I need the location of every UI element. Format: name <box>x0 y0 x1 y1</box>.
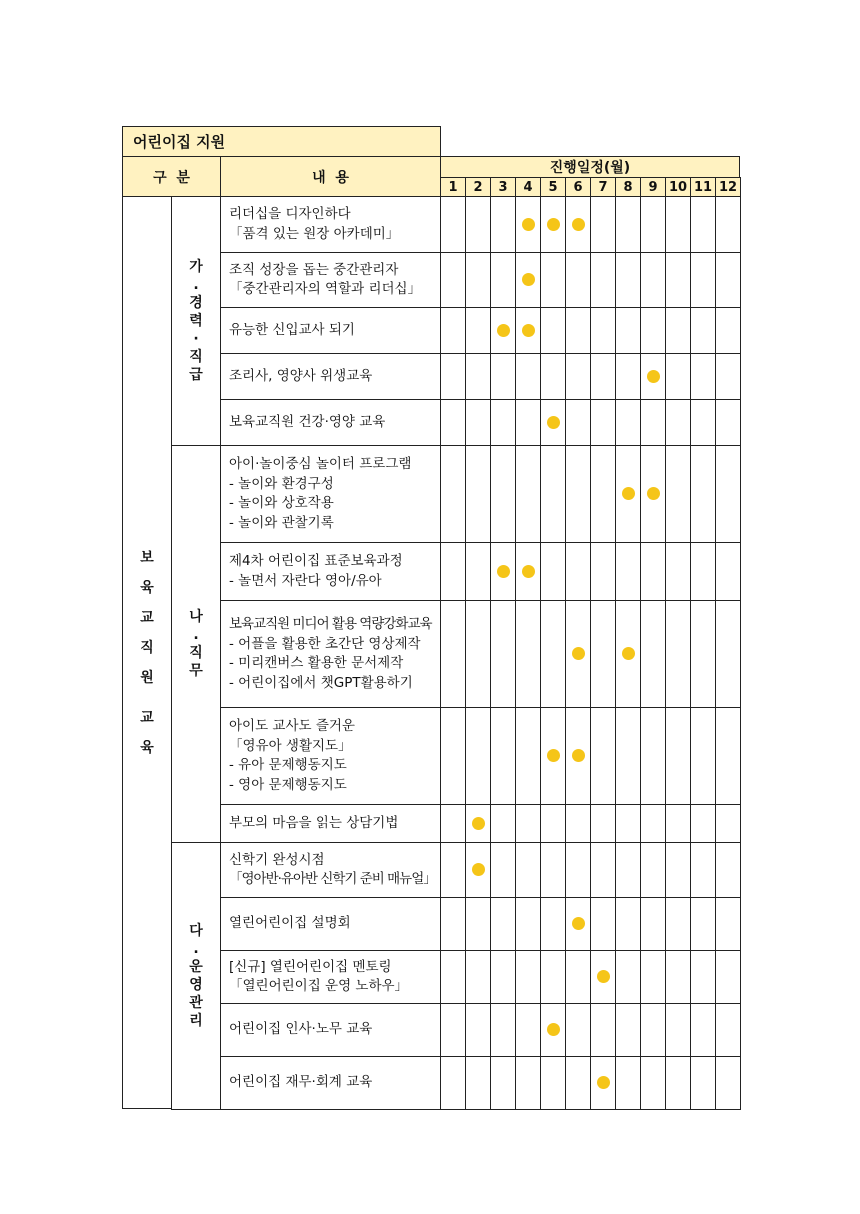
month-cell <box>690 950 716 1004</box>
month-cell <box>665 445 691 543</box>
month-cell <box>640 399 666 446</box>
month-cell <box>465 196 491 253</box>
month-cell <box>540 804 566 843</box>
schedule-dot <box>572 218 585 231</box>
program-cell <box>220 1003 441 1057</box>
month-cell <box>440 196 466 253</box>
month-cell <box>690 600 716 708</box>
month-cell <box>540 1056 566 1110</box>
month-header-1: 1 <box>440 177 466 197</box>
program-cell <box>220 353 441 400</box>
month-header-9: 9 <box>640 177 666 197</box>
program-line: - 어플을 활용한 초간단 영상제작 <box>229 635 421 652</box>
category-header <box>122 156 221 197</box>
month-cell <box>690 804 716 843</box>
month-cell <box>640 196 666 253</box>
section-title-text: 어린이집 지원 <box>133 133 226 151</box>
month-cell <box>490 399 516 446</box>
month-cell <box>615 707 641 805</box>
month-cell <box>440 950 466 1004</box>
program-line: - 놀이와 관찰기록 <box>229 514 334 531</box>
month-cell <box>540 897 566 951</box>
program-line: 아이도 교사도 즐거운 <box>229 718 355 734</box>
schedule-dot <box>597 970 610 983</box>
month-header-11: 11 <box>690 177 716 197</box>
month-cell <box>615 196 641 253</box>
month-cell <box>465 445 491 543</box>
schedule-dot <box>647 370 660 383</box>
month-cell <box>715 897 741 951</box>
month-cell <box>715 1003 741 1057</box>
month-cell <box>615 542 641 601</box>
month-cell <box>665 1056 691 1110</box>
content-header <box>220 156 441 197</box>
program-line: - 놀이와 환경구성 <box>229 475 334 492</box>
month-cell <box>565 1056 591 1110</box>
month-cell <box>615 353 641 400</box>
program-cell <box>220 950 441 1004</box>
program-line: 「중간관리자의 역할과 리더십」 <box>229 281 422 297</box>
month-cell <box>440 707 466 805</box>
month-cell <box>665 950 691 1004</box>
month-cell <box>665 804 691 843</box>
schedule-dot <box>472 863 485 876</box>
month-cell <box>590 399 616 446</box>
program-line: - 어린이집에서 챗GPT활용하기 <box>229 674 413 691</box>
program-line: 리더십을 디자인하다 <box>229 206 351 222</box>
program-line: 신학기 완성시점 <box>229 851 325 868</box>
month-cell <box>590 542 616 601</box>
program-cell <box>220 842 441 898</box>
month-cell <box>665 252 691 308</box>
month-cell <box>440 542 466 601</box>
month-cell <box>715 804 741 843</box>
program-line: 어린이집 인사·노무 교육 <box>229 1021 373 1038</box>
schedule-dot <box>622 647 635 660</box>
month-cell <box>465 399 491 446</box>
month-cell <box>715 542 741 601</box>
schedule-dot <box>547 218 560 231</box>
month-cell <box>590 842 616 898</box>
month-header-5: 5 <box>540 177 566 197</box>
month-cell <box>640 1056 666 1110</box>
month-cell <box>465 252 491 308</box>
month-cell <box>665 196 691 253</box>
month-cell <box>540 445 566 543</box>
schedule-dot <box>547 749 560 762</box>
month-cell <box>590 353 616 400</box>
month-cell <box>465 897 491 951</box>
month-cell <box>540 307 566 354</box>
schedule-dot <box>522 565 535 578</box>
section-title <box>122 126 441 157</box>
month-cell <box>615 1056 641 1110</box>
month-cell <box>515 950 541 1004</box>
month-cell <box>615 252 641 308</box>
schedule-dot <box>522 273 535 286</box>
month-cell <box>640 252 666 308</box>
program-line: 보육교직원 미디어 활용 역량강화교육 <box>229 616 432 632</box>
program-cell <box>220 707 441 805</box>
month-cell <box>690 1056 716 1110</box>
month-cell <box>465 600 491 708</box>
month-cell <box>615 842 641 898</box>
schedule-dot <box>597 1076 610 1089</box>
month-cell <box>565 842 591 898</box>
month-cell <box>590 307 616 354</box>
month-cell <box>715 445 741 543</box>
month-cell <box>490 445 516 543</box>
month-cell <box>540 600 566 708</box>
program-line: 아이·놀이중심 놀이터 프로그램 <box>229 456 412 472</box>
month-cell <box>490 353 516 400</box>
month-cell <box>565 445 591 543</box>
month-cell <box>540 252 566 308</box>
schedule-dot <box>547 416 560 429</box>
month-cell <box>515 600 541 708</box>
program-line: 「영아반·유아반 신학기 준비 매뉴얼」 <box>229 871 436 887</box>
main-category-cell: 보 육 교 직 원 교 육 <box>122 196 172 1109</box>
group-label-1: 가 . 경 력 · 직 급 <box>171 196 221 446</box>
program-cell <box>220 804 441 843</box>
schedule-header <box>440 156 740 178</box>
month-cell <box>465 707 491 805</box>
month-cell <box>565 307 591 354</box>
program-cell <box>220 399 441 446</box>
month-cell <box>640 600 666 708</box>
month-cell <box>715 950 741 1004</box>
month-cell <box>515 842 541 898</box>
month-cell <box>565 1003 591 1057</box>
month-cell <box>465 307 491 354</box>
program-line: - 놀면서 자란다 영아/유아 <box>229 572 382 589</box>
month-cell <box>515 353 541 400</box>
month-header-3: 3 <box>490 177 516 197</box>
schedule-dot <box>497 565 510 578</box>
month-cell <box>465 1003 491 1057</box>
program-line: 「품격 있는 원장 아카데미」 <box>229 225 400 242</box>
month-cell <box>615 804 641 843</box>
month-cell <box>640 950 666 1004</box>
month-cell <box>440 1003 466 1057</box>
group-label-2: 나 . 직 무 <box>171 445 221 843</box>
month-cell <box>490 842 516 898</box>
program-cell <box>220 445 441 543</box>
program-line: - 유아 문제행동지도 <box>229 757 347 773</box>
schedule-dot <box>522 324 535 337</box>
program-cell <box>220 600 441 708</box>
month-cell <box>715 399 741 446</box>
month-cell <box>565 399 591 446</box>
month-header-12: 12 <box>715 177 741 197</box>
schedule-dot <box>522 218 535 231</box>
month-cell <box>490 1003 516 1057</box>
month-cell <box>640 707 666 805</box>
schedule-dot <box>572 647 585 660</box>
month-cell <box>540 353 566 400</box>
month-cell <box>615 950 641 1004</box>
month-cell <box>690 445 716 543</box>
program-line: 부모의 마음을 읽는 상담기법 <box>229 814 399 831</box>
month-cell <box>590 600 616 708</box>
program-line: 「열린어린이집 운영 노하우」 <box>229 978 409 994</box>
month-cell <box>440 600 466 708</box>
month-cell <box>440 445 466 543</box>
month-cell <box>715 842 741 898</box>
program-line: - 놀이와 상호작용 <box>229 495 334 511</box>
month-cell <box>490 707 516 805</box>
month-cell <box>715 353 741 400</box>
month-cell <box>465 542 491 601</box>
month-header-7: 7 <box>590 177 616 197</box>
month-cell <box>540 842 566 898</box>
program-cell <box>220 1056 441 1110</box>
group-label-3: 다 . 운 영 관 리 <box>171 842 221 1110</box>
month-header-8: 8 <box>615 177 641 197</box>
month-cell <box>540 950 566 1004</box>
month-cell <box>440 307 466 354</box>
month-cell <box>565 542 591 601</box>
month-header-2: 2 <box>465 177 491 197</box>
schedule-dot <box>572 917 585 930</box>
program-line: 조직 성장을 돕는 중간관리자 <box>229 261 399 278</box>
month-cell <box>540 542 566 601</box>
month-cell <box>490 950 516 1004</box>
program-cell <box>220 542 441 601</box>
program-cell <box>220 307 441 354</box>
month-cell <box>515 897 541 951</box>
month-cell <box>590 897 616 951</box>
program-line: 보육교직원 건강·영양 교육 <box>229 413 386 430</box>
schedule-dot <box>547 1023 560 1036</box>
month-cell <box>565 353 591 400</box>
month-cell <box>615 1003 641 1057</box>
month-cell <box>515 804 541 843</box>
month-cell <box>715 1056 741 1110</box>
schedule-header-text: 진행일정(월) <box>549 160 631 176</box>
month-header-4: 4 <box>515 177 541 197</box>
month-cell <box>690 399 716 446</box>
month-cell <box>590 252 616 308</box>
month-cell <box>490 804 516 843</box>
month-cell <box>665 897 691 951</box>
program-cell <box>220 252 441 308</box>
month-cell <box>640 897 666 951</box>
month-cell <box>440 804 466 843</box>
month-cell <box>565 950 591 1004</box>
program-line: - 미리캔버스 활용한 문서제작 <box>229 655 404 671</box>
month-cell <box>590 196 616 253</box>
month-cell <box>615 897 641 951</box>
month-cell <box>465 1056 491 1110</box>
month-cell <box>690 542 716 601</box>
month-cell <box>690 842 716 898</box>
month-cell <box>665 399 691 446</box>
program-line: 어린이집 재무·회계 교육 <box>229 1074 373 1091</box>
month-cell <box>590 707 616 805</box>
month-cell <box>690 1003 716 1057</box>
month-cell <box>640 1003 666 1057</box>
month-cell <box>440 1056 466 1110</box>
program-line: 조리사, 영양사 위생교육 <box>229 367 373 384</box>
month-cell <box>665 1003 691 1057</box>
content-header-text: 내 용 <box>312 169 349 186</box>
program-line: 「영유아 생활지도」 <box>229 737 352 754</box>
month-cell <box>615 399 641 446</box>
category-header-text: 구 분 <box>153 169 190 186</box>
month-cell <box>490 252 516 308</box>
program-line: 제4차 어린이집 표준보육과정 <box>229 553 403 569</box>
program-cell <box>220 196 441 253</box>
month-cell <box>440 399 466 446</box>
schedule-dot <box>572 749 585 762</box>
month-cell <box>590 1003 616 1057</box>
schedule-dot <box>622 487 635 500</box>
month-cell <box>515 399 541 446</box>
month-cell <box>490 897 516 951</box>
month-cell <box>440 252 466 308</box>
month-cell <box>715 196 741 253</box>
month-cell <box>690 897 716 951</box>
month-cell <box>690 307 716 354</box>
month-cell <box>590 445 616 543</box>
month-cell <box>515 1003 541 1057</box>
month-cell <box>515 1056 541 1110</box>
program-line: 유능한 신입교사 되기 <box>229 321 355 338</box>
month-cell <box>665 707 691 805</box>
month-cell <box>640 842 666 898</box>
month-cell <box>490 1056 516 1110</box>
month-cell <box>515 445 541 543</box>
month-cell <box>615 307 641 354</box>
month-cell <box>665 842 691 898</box>
month-cell <box>640 307 666 354</box>
month-cell <box>590 804 616 843</box>
month-cell <box>490 600 516 708</box>
schedule-dot <box>647 487 660 500</box>
month-cell <box>565 252 591 308</box>
month-cell <box>715 252 741 308</box>
schedule-dot <box>497 324 510 337</box>
program-cell <box>220 897 441 951</box>
month-cell <box>490 196 516 253</box>
month-cell <box>665 353 691 400</box>
month-cell <box>440 897 466 951</box>
month-cell <box>690 707 716 805</box>
month-header-6: 6 <box>565 177 591 197</box>
month-cell <box>690 252 716 308</box>
schedule-dot <box>472 817 485 830</box>
program-line: [신규] 열린어린이집 멘토링 <box>229 958 392 975</box>
month-cell <box>690 353 716 400</box>
month-cell <box>715 307 741 354</box>
month-cell <box>440 842 466 898</box>
month-cell <box>515 707 541 805</box>
month-cell <box>690 196 716 253</box>
month-cell <box>665 542 691 601</box>
program-line: - 영아 문제행동지도 <box>229 776 347 793</box>
month-header-10: 10 <box>665 177 691 197</box>
month-cell <box>465 353 491 400</box>
month-cell <box>715 707 741 805</box>
month-cell <box>440 353 466 400</box>
month-cell <box>640 542 666 601</box>
month-cell <box>665 307 691 354</box>
month-cell <box>715 600 741 708</box>
program-line: 열린어린이집 설명회 <box>229 915 351 932</box>
month-cell <box>665 600 691 708</box>
month-cell <box>565 804 591 843</box>
month-cell <box>640 804 666 843</box>
month-cell <box>465 950 491 1004</box>
